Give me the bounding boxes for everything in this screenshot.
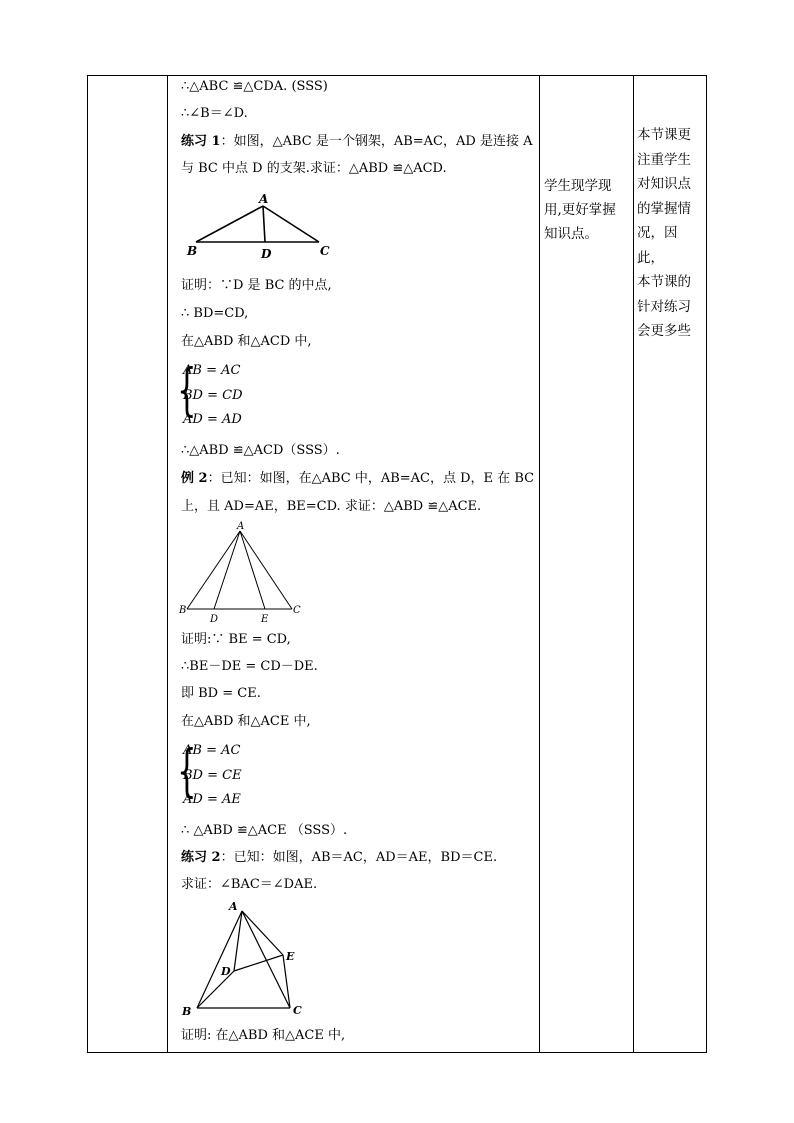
text-line: ∴△ABD ≌△ACD（SSS）. (181, 443, 340, 458)
cell-text-line: 学生现学现 (544, 178, 612, 194)
column-divider (539, 76, 540, 1052)
vertex-label: B (179, 605, 187, 616)
vertex-label: B (187, 244, 198, 258)
example-text: ：已知：如图，在△ABC 中，AB=AC，点 D，E 在 BC (207, 471, 535, 486)
cell-text-line: 的掌握情 (637, 200, 691, 217)
text-line: 求证：∠BAC＝∠DAE. (181, 877, 318, 892)
equation-system (183, 739, 242, 813)
text-line: 证明：∵D 是 BC 的中点, (181, 278, 332, 293)
vertex-label: D (261, 247, 272, 261)
exercise-label: 练习 1 (181, 134, 221, 149)
text-line: ∴△ABC ≌△CDA. (SSS) (181, 79, 328, 94)
vertex-label: D (221, 965, 231, 978)
lesson-table (87, 75, 707, 1053)
cell-text-line: 会更多些 (637, 323, 691, 339)
cell-text-line: 针对练习 (637, 298, 691, 315)
vertex-label: C (320, 244, 330, 258)
text-line: 在△ABD 和△ACE 中, (181, 714, 311, 729)
teaching-content-cell (174, 76, 538, 1052)
design-intent-cell (637, 123, 703, 344)
text-line: 与 BC 中点 D 的支架.求证：△ABD ≌△ACD. (181, 161, 447, 176)
figure-2-triangle (177, 521, 312, 626)
vertex-label: A (229, 900, 238, 913)
text-line: 上，且 AD=AE，BE=CD. 求证：△ABD ≌△ACE. (181, 499, 482, 514)
exercise-1-heading (181, 134, 532, 150)
cell-text-line: 况，因此， (637, 225, 678, 266)
figure-3-triangle (177, 898, 312, 1023)
text-line: ∴ BD=CD, (181, 306, 249, 321)
cell-text-line: 知识点。 (544, 226, 598, 242)
text-line: 在△ABD 和△ACD 中, (181, 334, 312, 349)
text-line: 证明: 在△ABD 和△ACE 中, (181, 1028, 346, 1043)
equation: BD = CE (183, 767, 242, 783)
cell-text-line: 注重学生 (637, 151, 691, 168)
vertex-label: E (286, 950, 295, 963)
exercise-text: ：已知：如图，AB＝AC，AD＝AE，BD＝CE. (220, 850, 498, 865)
exercise-label: 练习 2 (181, 850, 221, 865)
cell-text-line: 本节课的 (637, 274, 691, 290)
equation: AB = AC (183, 743, 241, 758)
vertex-label: D (210, 614, 219, 625)
equation: BD = CD (183, 387, 243, 403)
text-line: 证明:∵ BE = CD, (181, 632, 291, 647)
vertex-label: E (261, 614, 269, 625)
equation-system (183, 359, 243, 433)
student-activity-cell (544, 174, 632, 246)
vertex-label: C (293, 605, 301, 616)
vertex-label: A (259, 192, 269, 206)
vertex-label: A (237, 521, 245, 532)
equation: AD = AE (183, 792, 241, 807)
cell-text-line: 用,更好掌握 (544, 202, 616, 218)
figure-1-triangle (184, 191, 334, 261)
column-divider (633, 76, 634, 1052)
exercise-2-heading (181, 850, 497, 866)
text-line: ∴ △ABD ≌△ACE （SSS）. (181, 823, 348, 838)
example-2-heading (181, 471, 534, 487)
cell-text-line: 对知识点 (637, 176, 691, 192)
column-divider (167, 76, 168, 1052)
example-label: 例 2 (181, 471, 208, 486)
text-line: ∴BE－DE = CD－DE. (181, 659, 318, 674)
equation: AD = AD (183, 412, 242, 427)
text-line: 即 BD = CE. (181, 686, 261, 701)
equation: AB = AC (183, 363, 241, 378)
brace: { (177, 358, 197, 423)
vertex-label: B (182, 1005, 192, 1018)
text-line: ∴∠B＝∠D. (181, 106, 248, 121)
vertex-label: C (293, 1004, 302, 1017)
cell-text-line: 本节课更 (637, 127, 691, 143)
exercise-text: ：如图，△ABC 是一个钢架，AB=AC，AD 是连接 A (220, 134, 533, 149)
brace: { (177, 739, 197, 804)
